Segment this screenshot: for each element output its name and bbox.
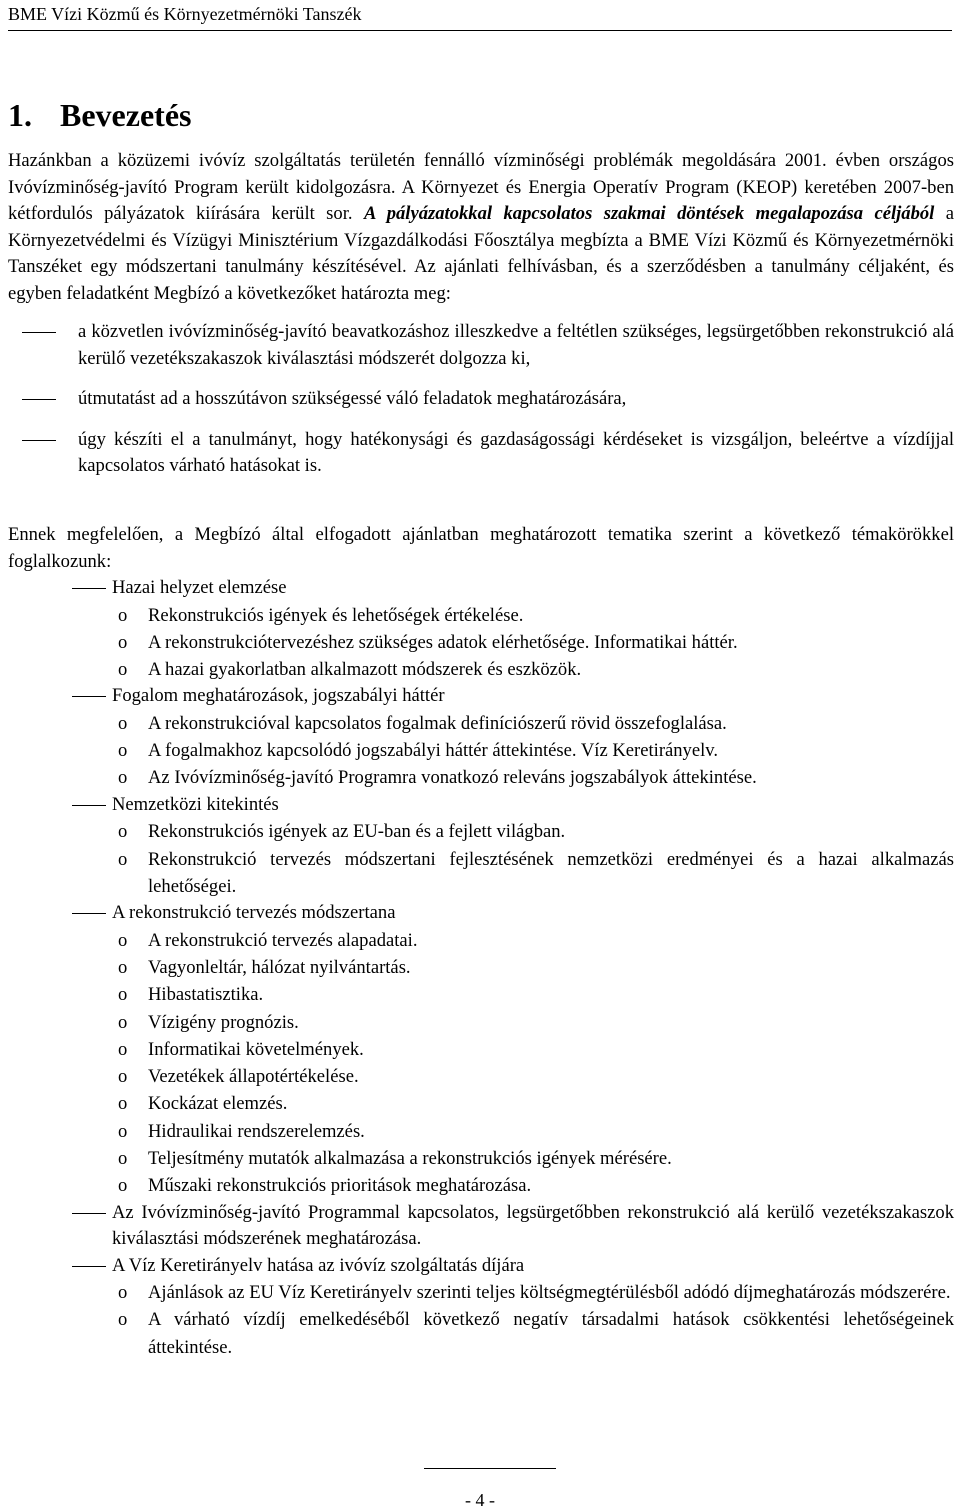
subtopic-list [8, 1279, 954, 1361]
dash-bullet [72, 588, 106, 589]
circle-bullet-icon: o [118, 1148, 128, 1170]
subtopic-text: A fogalmakhoz kapcsolódó jogszabályi háttér áttekintése. Víz Keretirányelv. [148, 740, 719, 762]
circle-bullet-icon: o [118, 848, 128, 870]
circle-bullet-icon: o [118, 929, 128, 951]
subtopic-text: Vízigény prognózis. [148, 1011, 299, 1033]
subtopic-text: Vagyonleltár, hálózat nyilvántartás. [148, 956, 411, 978]
task-item [8, 319, 954, 372]
subtopic-item [8, 764, 954, 791]
task-item [8, 386, 954, 413]
subtopic-item [8, 846, 954, 901]
subtopic-item [8, 1009, 954, 1036]
circle-bullet-icon: o [118, 1175, 128, 1197]
footer-divider [424, 1468, 556, 1469]
circle-bullet-icon: o [118, 604, 128, 626]
topic-title: Hazai helyzet elemzése [112, 577, 287, 598]
topic-title: Fogalom meghatározások, jogszabályi háttér [112, 685, 445, 707]
topic-title: A Víz Keretirányelv hatása az ivóvíz szolgáltatás díjára [112, 1254, 525, 1276]
topic-list [8, 575, 954, 1361]
subtopic-text: Az Ivóvízminőség-javító Programra vonatkozó releváns jogszabályok áttekintése. [148, 767, 757, 789]
subtopic-text: Rekonstrukciós igények az EU-ban és a fejlett világban. [148, 821, 566, 843]
circle-bullet-icon: o [118, 984, 128, 1006]
header-divider [8, 30, 952, 31]
dash-bullet [72, 1213, 106, 1214]
subtopic-text: Rekonstrukciós igények és lehetőségek értékelése. [148, 604, 524, 626]
intro-text-b: a Környezetvédelmi és Vízügyi Minisztérium Vízgazdálkodási Főosztálya megbízta a BME Vízi Közmű és Környezetmérnöki Tanszéket egy módszertani tanulmány készítésével. Az ajánlati felhívásban, és a szerződésben a tanulmány céljaként, és egyben feladatként Megbízó a következőket határozta meg: [8, 203, 955, 304]
topic-item [8, 1200, 954, 1253]
running-header: BME Vízi Közmű és Környezetmérnöki Tanszék [8, 4, 362, 24]
circle-bullet-icon: o [118, 631, 128, 653]
circle-bullet-icon: o [118, 956, 128, 978]
circle-bullet-icon: o [118, 1282, 128, 1304]
dash-bullet [72, 913, 106, 914]
topic-item [8, 792, 954, 900]
subtopic-item [8, 1036, 954, 1063]
dash-bullet [22, 399, 56, 400]
subtopic-text: Rekonstrukció tervezés módszertani fejlesztésének nemzetközi eredményei és a hazai alkalmazás lehetőségei. [148, 848, 954, 897]
task-item [8, 427, 954, 480]
subtopic-text: Vezetékek állapotértékelése. [148, 1066, 359, 1088]
circle-bullet-icon: o [118, 1120, 128, 1142]
subtopic-item [8, 710, 954, 737]
chapter-heading [8, 92, 191, 138]
circle-bullet-icon: o [118, 712, 128, 734]
subtopic-list [8, 927, 954, 1200]
circle-bullet-icon: o [118, 659, 128, 681]
subtopic-text: Kockázat elemzés. [148, 1093, 288, 1115]
subtopic-text: A rekonstrukció tervezés alapadatai. [148, 929, 418, 951]
topic-item [8, 575, 954, 683]
subtopic-item [8, 737, 954, 764]
topic-item [8, 683, 954, 791]
intro-section [8, 148, 954, 494]
subtopic-text: Hibastatisztika. [148, 984, 264, 1006]
circle-bullet-icon: o [118, 1066, 128, 1088]
subtopic-item [8, 1279, 954, 1306]
chapter-number: 1. [8, 97, 32, 133]
task-text: útmutatást ad a hosszútávon szükségessé váló feladatok meghatározására, [78, 388, 627, 409]
subtopic-item [8, 981, 954, 1008]
dash-bullet [22, 332, 56, 333]
task-text: úgy készíti el a tanulmányt, hogy hatékonysági és gazdaságossági kérdéseket is vizsgáljon, beleértve a vízdíjjal kapcsolatos várható hatásokat is. [78, 428, 954, 476]
subtopic-item [8, 1145, 954, 1172]
circle-bullet-icon: o [118, 1093, 128, 1115]
subtopic-item [8, 1172, 954, 1199]
topics-section [8, 522, 954, 1361]
subtopic-text: Teljesítmény mutatók alkalmazása a rekonstrukciós igények mérésére. [148, 1148, 672, 1170]
intro-text-a: Hazánkban a közüzemi ivóvíz szolgáltatás területén fennálló vízminőségi problémák megoldására 2001. évben országos Ivóvízminőség-javító Program került kidolgozásra. A Környezet és Energia Operatív Program (KEOP) keretében 2007-ben kétfordulós pályázatok kiírására került sor. [8, 150, 954, 224]
subtopic-item [8, 629, 954, 656]
subtopic-item [8, 1090, 954, 1117]
intro-paragraph [8, 148, 954, 307]
subtopic-item [8, 1306, 954, 1361]
circle-bullet-icon: o [118, 1038, 128, 1060]
subtopic-text: A hazai gyakorlatban alkalmazott módszerek és eszközök. [148, 659, 582, 681]
dash-bullet [72, 1266, 106, 1267]
topic-item [8, 900, 954, 1199]
subtopic-text: Ajánlások az EU Víz Keretirányelv szerinti teljes költségmegtérülésből adódó díjmeghatározás módszerére. [148, 1282, 951, 1304]
subtopic-item [8, 927, 954, 954]
topic-title: Az Ivóvízminőség-javító Programmal kapcsolatos, legsürgetőbben rekonstrukció alá kerülő vezetékszakaszok kiválasztási módszerének meghatározása. [112, 1201, 954, 1250]
subtopic-text: Műszaki rekonstrukciós prioritások meghatározása. [148, 1175, 532, 1197]
subtopic-item [8, 954, 954, 981]
subtopic-text: A rekonstrukciótervezéshez szükséges adatok elérhetősége. Informatikai háttér. [148, 631, 738, 653]
intro-emphasis: A pályázatokkal kapcsolatos szakmai döntések megalapozása céljából [363, 203, 935, 224]
subtopic-item [8, 1063, 954, 1090]
subtopic-item [8, 602, 954, 629]
chapter-title: Bevezetés [60, 97, 192, 133]
circle-bullet-icon: o [118, 767, 128, 789]
subtopic-list [8, 710, 954, 792]
subtopic-list [8, 818, 954, 900]
dash-bullet [72, 696, 106, 697]
circle-bullet-icon: o [118, 1011, 128, 1033]
page-number: - 4 - [465, 1490, 495, 1510]
subtopic-text: A várható vízdíj emelkedéséből következő negatív társadalmi hatások csökkentési lehetőségeinek áttekintése. [148, 1309, 954, 1358]
subtopic-list [8, 602, 954, 684]
topics-intro: Ennek megfelelően, a Megbízó által elfogadott ajánlatban meghatározott tematika szerint a következő témakörökkel foglalkozunk: [8, 524, 954, 572]
topic-title: Nemzetközi kitekintés [112, 793, 279, 815]
subtopic-text: A rekonstrukcióval kapcsolatos fogalmak definíciószerű rövid összefoglalása. [148, 712, 727, 734]
topic-title: A rekonstrukció tervezés módszertana [112, 902, 396, 924]
task-text: a közvetlen ivóvízminőség-javító beavatkozáshoz illeszkedve a feltétlen szükséges, legsürgetőbben rekonstrukció alá kerülő vezetékszakaszok kiválasztási módszerét dolgozza ki, [78, 321, 954, 369]
dash-bullet [22, 440, 56, 441]
subtopic-text: Hidraulikai rendszerelemzés. [148, 1120, 365, 1142]
subtopic-text: Informatikai követelmények. [148, 1038, 364, 1060]
dash-bullet [72, 805, 106, 806]
topic-item [8, 1253, 954, 1361]
subtopic-item [8, 656, 954, 683]
task-list [8, 319, 954, 480]
circle-bullet-icon: o [118, 821, 128, 843]
subtopic-item [8, 818, 954, 845]
circle-bullet-icon: o [118, 740, 128, 762]
subtopic-item [8, 1118, 954, 1145]
circle-bullet-icon: o [118, 1309, 128, 1331]
